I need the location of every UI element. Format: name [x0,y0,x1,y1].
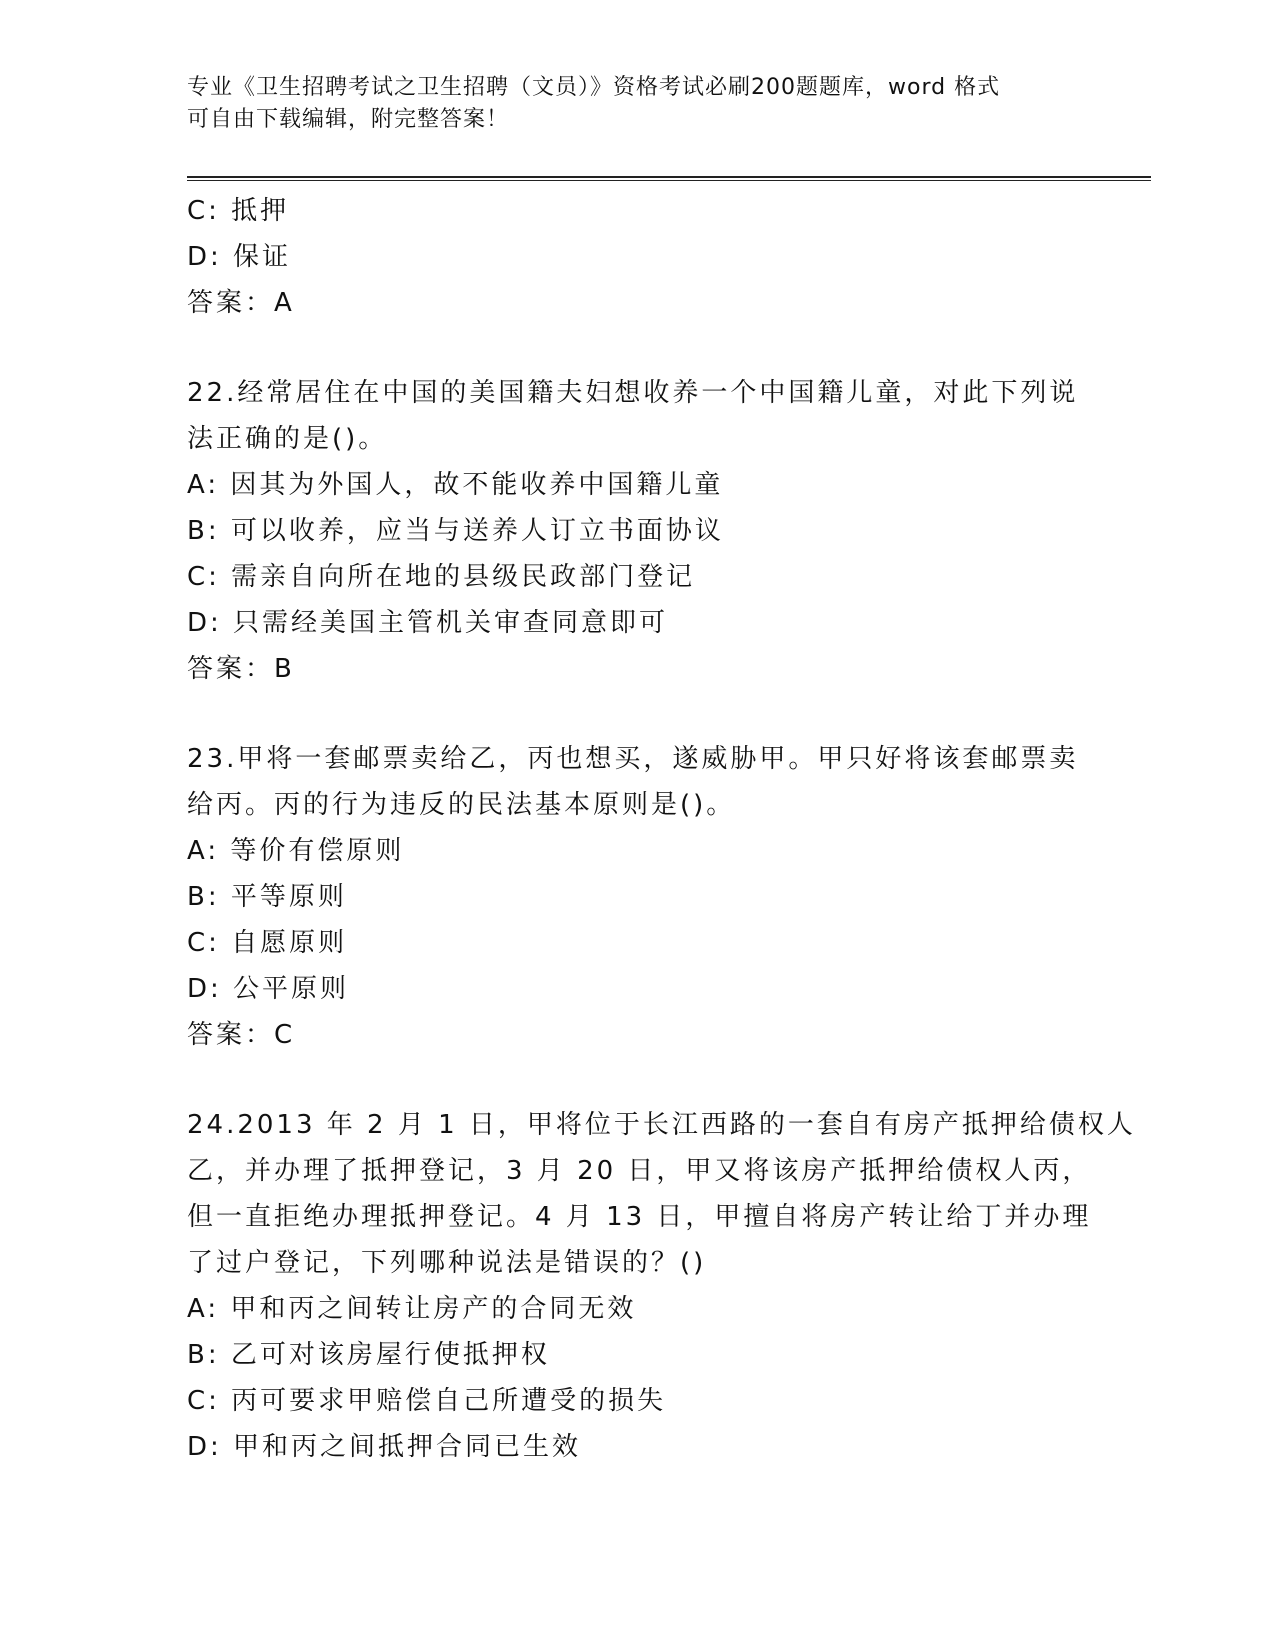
continued-question [187,188,1087,326]
option-b: B: 乙可对该房屋行使抵押权 [187,1340,550,1370]
option-c: C: 需亲自向所在地的县级民政部门登记 [187,562,696,592]
question-list [187,188,1136,1470]
question-stem-line: 乙，并办理了抵押登记，3 月 20 日，甲又将该房产抵押给债权人丙， [187,1156,1092,1186]
option-d: D: 保证 [187,242,292,272]
question-stem-line: 给丙。丙的行为违反的民法基本原则是()。 [187,790,736,820]
option-a: A: 甲和丙之间转让房产的合同无效 [187,1294,637,1324]
question-stem-line: 了过户登记，下列哪种说法是错误的？() [187,1248,707,1278]
question-22 [187,370,1087,692]
question-stem-line: 24.2013 年 2 月 1 日，甲将位于长江西路的一套自有房产抵押给债权人 [187,1110,1136,1140]
option-c: C: 抵押 [187,196,290,226]
answer-line: 答案：B [187,654,295,684]
option-d: D: 只需经美国主管机关审查同意即可 [187,608,669,638]
option-c: C: 丙可要求甲赔偿自己所遭受的损失 [187,1386,667,1416]
question-stem-line: 但一直拒绝办理抵押登记。4 月 13 日，甲擅自将房产转让给丁并办理 [187,1202,1092,1232]
option-c: C: 自愿原则 [187,928,348,958]
question-stem-line: 23.甲将一套邮票卖给乙，丙也想买，遂威胁甲。甲只好将该套邮票卖 [187,744,1079,774]
header-divider [187,176,1151,181]
header-line-1: 专业《卫生招聘考试之卫生招聘（文员）》资格考试必刷200题题库，word 格式 [187,75,1001,100]
option-d: D: 甲和丙之间抵押合同已生效 [187,1432,582,1462]
option-d: D: 公平原则 [187,974,350,1004]
option-b: B: 可以收养，应当与送养人订立书面协议 [187,516,724,546]
answer-line: 答案：C [187,1020,296,1050]
question-stem-line: 22.经常居住在中国的美国籍夫妇想收养一个中国籍儿童，对此下列说 [187,378,1079,408]
question-23 [187,736,1087,1058]
option-b: B: 平等原则 [187,882,347,912]
option-a: A: 等价有偿原则 [187,836,405,866]
page-header [187,72,1087,136]
header-line-2: 可自由下载编辑，附完整答案！ [187,107,510,132]
question-24 [187,1102,1136,1470]
question-stem-line: 法正确的是()。 [187,424,388,454]
option-a: A: 因其为外国人，故不能收养中国籍儿童 [187,470,724,500]
answer-line: 答案：A [187,288,295,318]
